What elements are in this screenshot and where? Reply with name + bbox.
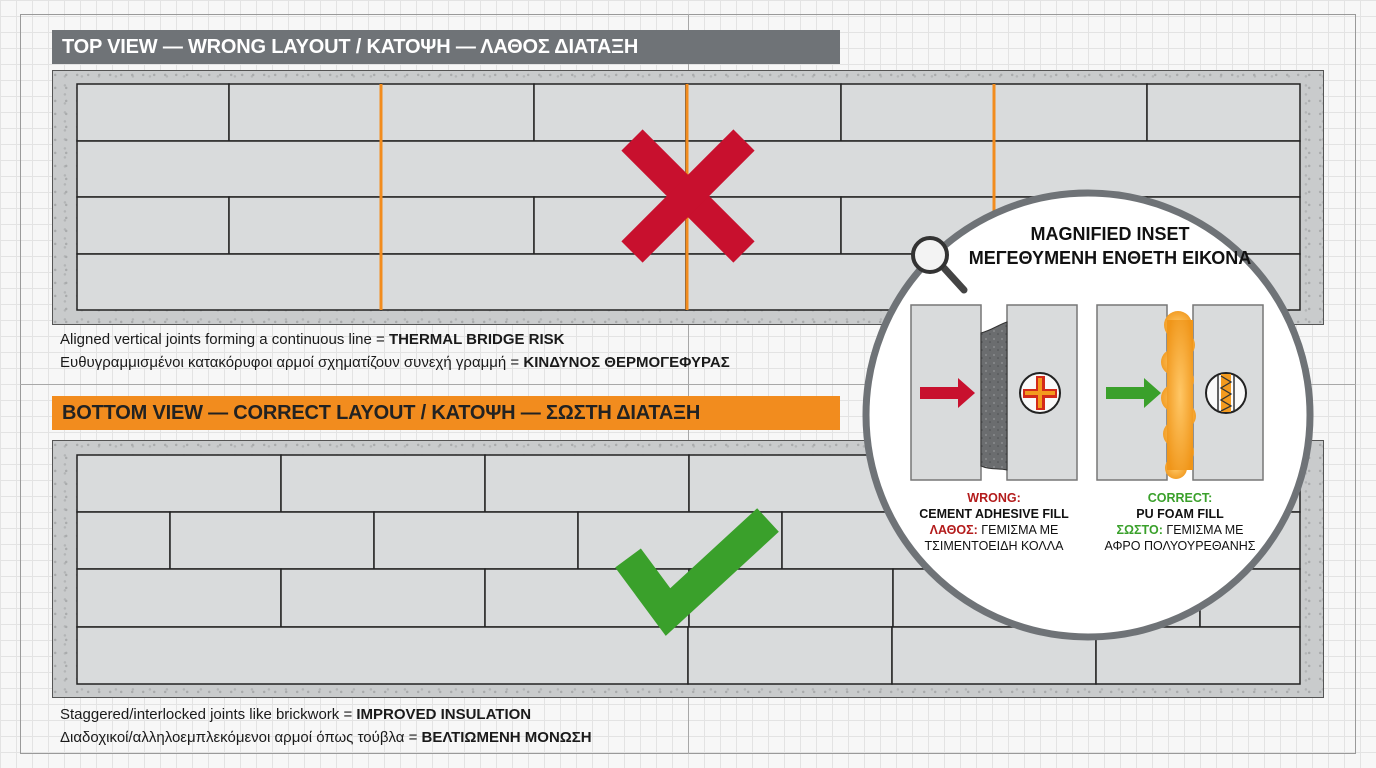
caption-text: Staggered/interlocked joints like brickwork = <box>60 706 357 723</box>
bottom-view-banner: BOTTOM VIEW — CORRECT LAYOUT / ΚΑΤΟΨΗ — ΣΩΣΤΗ ΔΙΑΤΑΞΗ <box>52 396 840 430</box>
panel <box>77 141 381 197</box>
wrong-detail <box>911 305 1077 480</box>
heat-leak-icon <box>1020 373 1060 413</box>
bottom-caption-en <box>60 703 592 726</box>
top-caption-gr <box>60 351 730 374</box>
correct-desc-gr-text2: ΑΦΡΟ ΠΟΛΥΟΥΡΕΘΑΝΗΣ <box>1104 539 1256 553</box>
panel <box>1147 84 1300 141</box>
panel <box>77 455 281 512</box>
wrong-desc-en: CEMENT ADHESIVE FILL <box>919 507 1069 521</box>
panel <box>229 84 381 141</box>
wrong-tag-gr: ΛΑΘΟΣ: <box>929 523 978 537</box>
panel <box>381 254 686 310</box>
panel <box>994 84 1147 141</box>
wrong-desc-gr-text2: ΤΣΙΜΕΝΤΟΕΙΔΗ ΚΟΛΛΑ <box>924 539 1064 553</box>
top-caption <box>60 328 730 374</box>
correct-detail <box>1097 305 1263 480</box>
inset-title-gr: ΜΕΓΕΘΥΜΕΝΗ ΕΝΘΕΤΗ ΕΙΚΟΝΑ <box>968 248 1252 268</box>
caption-text: Ευθυγραμμισμένοι κατακόρυφοι αρμοί σχηματίζουν συνεχή γραμμή = <box>60 354 524 371</box>
bottom-caption-gr <box>60 726 592 749</box>
panel <box>994 141 1300 197</box>
panel <box>281 455 485 512</box>
panel <box>534 84 686 141</box>
wrong-tag: WRONG: <box>967 491 1021 505</box>
correct-tag-gr: ΣΩΣΤΟ: <box>1116 523 1163 537</box>
panel <box>77 512 170 569</box>
caption-text: Διαδοχικοί/αλληλοεμπλεκόμενοι αρμοί όπως τούβλα = <box>60 729 422 746</box>
top-view-banner: TOP VIEW — WRONG LAYOUT / ΚΑΤΟΨΗ — ΛΑΘΟΣ ΔΙΑΤΑΞΗ <box>52 30 840 64</box>
caption-emphasis: ΒΕΛΤΙΩΜΕΝΗ ΜΟΝΩΣΗ <box>421 729 592 746</box>
correct-desc-en: PU FOAM FILL <box>1136 507 1224 521</box>
inset-title-en: MAGNIFIED INSET <box>1030 224 1190 244</box>
correct-label <box>1085 490 1275 554</box>
panel <box>689 455 893 512</box>
insulation-detail-icon <box>1206 373 1246 413</box>
panel <box>281 569 485 627</box>
wrong-desc-gr-text: ΓΕΜΙΣΜΑ ΜΕ <box>977 523 1059 537</box>
panel <box>77 254 381 310</box>
panel <box>841 84 994 141</box>
panel <box>686 84 841 141</box>
caption-emphasis: THERMAL BRIDGE RISK <box>388 331 565 348</box>
correct-desc-gr-text: ΓΕΜΙΣΜΑ ΜΕ <box>1162 523 1244 537</box>
wrong-label <box>899 490 1089 554</box>
top-caption-en <box>60 328 730 351</box>
caption-emphasis: ΚΙΝΔΥΝΟΣ ΘΕΡΜΟΓΕΦΥΡΑΣ <box>523 354 730 371</box>
wrong-desc-gr <box>899 522 1089 538</box>
caption-emphasis: IMPROVED INSULATION <box>356 706 532 723</box>
panel <box>229 197 381 254</box>
panel <box>374 512 578 569</box>
correct-tag: CORRECT: <box>1147 491 1213 505</box>
inset-title <box>960 222 1260 270</box>
correct-desc-gr <box>1085 522 1275 538</box>
panel <box>77 197 229 254</box>
panel <box>381 197 534 254</box>
panel <box>77 84 229 141</box>
panel <box>688 627 892 684</box>
panel <box>77 569 281 627</box>
cement-adhesive-fill <box>981 322 1007 470</box>
bottom-caption <box>60 703 592 749</box>
panel <box>77 627 688 684</box>
panel <box>485 455 689 512</box>
panel <box>381 84 534 141</box>
caption-text: Aligned vertical joints forming a continuous line = <box>60 331 389 348</box>
panel <box>170 512 374 569</box>
